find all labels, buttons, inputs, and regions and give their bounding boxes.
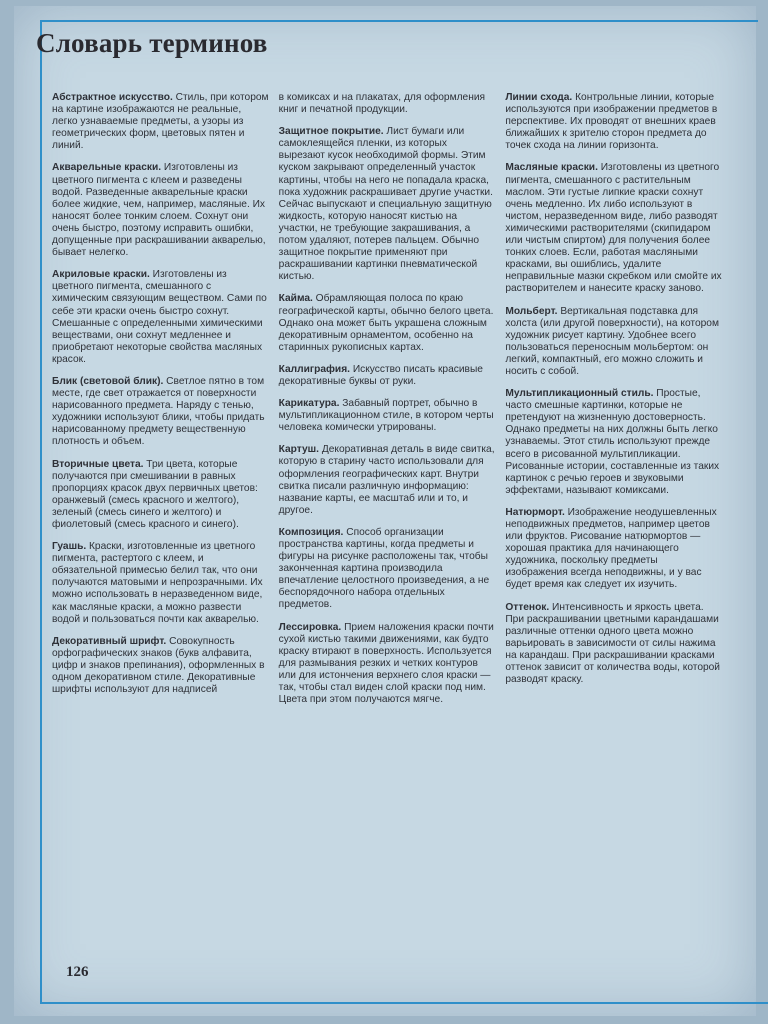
glossary-entry bbox=[279, 527, 496, 612]
glossary-entry bbox=[279, 293, 496, 353]
glossary-definition: Декоративная деталь в виде свитка, которую в старину часто использовали для оформления географических карт. Внутри свитка писали различную информацию: название карты, ее масштаб или и то, и другое. bbox=[278, 444, 495, 516]
glossary-definition: Способ организации пространства картины, когда предметы и фигуры на рисунке расположены так, чтобы законченная картина производила впечатление целостного произведения, а не беспорядочного набора отдельных предметов. bbox=[278, 526, 490, 611]
glossary-entry bbox=[279, 92, 496, 116]
glossary-definition: Забавный портрет, обычно в мультипликационном стиле, в котором черты человека комически утрированы. bbox=[278, 398, 494, 434]
glossary-entry bbox=[279, 444, 496, 517]
glossary-term: Акриловые краски. bbox=[52, 269, 150, 281]
glossary-term: Защитное покрытие. bbox=[278, 126, 384, 138]
glossary-entry bbox=[52, 269, 269, 366]
glossary-term: Кайма. bbox=[278, 293, 313, 305]
glossary-term: Мультипликационный стиль. bbox=[505, 388, 654, 400]
glossary-term: Картуш. bbox=[278, 444, 319, 456]
glossary-term: Оттенок. bbox=[505, 601, 550, 613]
glossary-term: Натюрморт. bbox=[505, 506, 565, 518]
glossary-entry bbox=[52, 92, 269, 152]
glossary-entry bbox=[279, 398, 496, 434]
glossary-entry bbox=[505, 507, 722, 592]
glossary-entry bbox=[279, 126, 496, 283]
glossary-term: Декоративный шрифт. bbox=[52, 635, 167, 647]
glossary-entry bbox=[52, 541, 269, 626]
glossary-term: Лессировка. bbox=[278, 621, 342, 633]
glossary-definition: Изготовлены из цветного пигмента, смешанного с растительным маслом. Эти густые липкие краски сохнут очень медленно. Их либо используют в чистом, неразведенном виде, либо разводят химическими растворителями (скипидаром или чистым спиртом) для получения более тонких слоев. Если, работая масляными красками, вы ошиблись, удалите неправильные мазки скребком или смойте их растворителем и нанесите краску заново. bbox=[505, 162, 722, 295]
glossary-entry bbox=[52, 162, 269, 259]
glossary-entry bbox=[279, 364, 496, 388]
glossary-definition: Стиль, при котором на картине изображаются не реальные, легко узнаваемые предметы, а узоры из геометрических форм, цветовых пятен и линий. bbox=[52, 92, 269, 152]
glossary-definition: Вертикальная подставка для холста (или другой поверхности), на котором художник рисует картину. Удобнее всего пользоваться переносным мольбертом: он легкий, компактный, его можно сложить и носить с собой. bbox=[505, 305, 719, 377]
glossary-definition: в комиксах и на плакатах, для оформления книг и печатной продукции. bbox=[278, 92, 486, 116]
glossary-column-1 bbox=[52, 92, 269, 972]
glossary-entry bbox=[505, 162, 722, 295]
glossary-entry bbox=[52, 636, 269, 696]
glossary-definition: Изображение неодушевленных неподвижных предметов, например цветов или фруктов. Рисование натюрмортов — хорошая практика для начинающего художника, поскольку предметы изображения всегда неподвижны, и у вас будет время как следует их изучить. bbox=[505, 506, 717, 591]
glossary-definition: Прием наложения краски почти сухой кистью такими движениями, как будто краску втирают в поверхность. Используется для размывания резких и четких контуров или для истончения верхнего слоя краски — так, чтобы стал виден слой краски под ним. Цвета при этом получаются мягче. bbox=[278, 621, 494, 706]
glossary-definition: Контрольные линии, которые используются при изображении предметов в перспективе. Их проводят от внешних краев ближайших к зрителю сторон предмета до точек схода на линии горизонта. bbox=[505, 92, 718, 152]
glossary-entry bbox=[505, 602, 722, 687]
glossary-columns bbox=[52, 92, 722, 972]
glossary-definition: Светлое пятно в том месте, где свет отражается от поверхности нарисованного предмета. Наряду с тенью, художники используют блики, чтобы придать нарисованному предмету вещественную плотность и объем. bbox=[52, 375, 265, 448]
glossary-term: Вторичные цвета. bbox=[52, 458, 144, 470]
glossary-definition: Обрамляющая полоса по краю географической карты, обычно белого цвета. Однако она может быть украшена сложным декоративным орнаментом, особенно на старинных рукописных картах. bbox=[278, 293, 494, 353]
glossary-term: Блик (световой блик). bbox=[52, 375, 164, 387]
glossary-term: Гуашь. bbox=[52, 541, 87, 553]
glossary-column-2 bbox=[279, 92, 496, 972]
glossary-definition: Изготовлены из цветного пигмента с клеем и разведены водой. Разведенные акварельные краски более жидкие, чем, например, масляные. Их наносят более тонким слоем. Сохнут они очень быстро, поэтому исправить ошибки, допущенные при раскрашивании акварелью, бывает нелегко. bbox=[52, 162, 266, 259]
glossary-definition: Искусство писать красивые декоративные буквы от руки. bbox=[278, 363, 483, 387]
glossary-entry bbox=[52, 376, 269, 449]
glossary-term: Линии схода. bbox=[505, 92, 573, 103]
glossary-entry bbox=[52, 459, 269, 532]
glossary-term: Карикатура. bbox=[278, 398, 340, 410]
glossary-entry bbox=[505, 388, 722, 497]
glossary-term: Абстрактное искусство. bbox=[52, 92, 173, 103]
glossary-term: Мольберт. bbox=[505, 305, 558, 317]
glossary-entry bbox=[505, 92, 722, 152]
page-title: Словарь терминов bbox=[36, 28, 268, 58]
glossary-definition: Совокупность орфографических знаков (букв алфавита, цифр и знаков препинания), оформленных в одном декоративном стиле. Декоративные шрифты используют для надписей bbox=[52, 635, 265, 696]
glossary-column-3 bbox=[505, 92, 722, 972]
glossary-entry bbox=[505, 306, 722, 379]
glossary-term: Масляные краски. bbox=[505, 162, 598, 174]
glossary-term: Каллиграфия. bbox=[278, 363, 350, 375]
glossary-definition: Простые, часто смешные картинки, которые не претендуют на жизненную достоверность. Однако предметы на них должны быть легко узнаваемы. Этот стиль используют прежде всего в рисованной мультипликации. Рисованные истории, составленные из таких картинок с речью героев и звуковыми эффектами, называют комиксами. bbox=[505, 388, 720, 496]
glossary-definition: Лист бумаги или самоклеящейся пленки, из которых вырезают кусок необходимой формы. Этим куском закрывают определенный участок картины, чтобы на него не попадала краска, пока художник раскрашивает другие участки. Сейчас выпускают и специальную защитную жидкость, которую наносят кистью на участки, не требующие закрашивания, а потом удаляют, потерев пальцем. Обычно защитное покрытие применяют при раскрашивании картинки пневматической кистью. bbox=[278, 126, 493, 283]
glossary-entry bbox=[279, 622, 496, 707]
glossary-definition: Изготовлены из цветного пигмента, смешанного с химическим связующим веществом. Сами по себе эти краски очень быстро сохнут. Смешанные с определенными химическими веществами, они сохнут медленнее и приобретают некоторые свойства масляных красок. bbox=[52, 269, 267, 365]
glossary-term: Композиция. bbox=[278, 526, 344, 538]
glossary-term: Акварельные краски. bbox=[52, 162, 162, 174]
glossary-definition: Три цвета, которые получаются при смешивании в равных пропорциях красок двух первичных цветов: оранжевый (смесь красного и желтого), зеленый (смесь синего и желтого) и фиолетовый (смесь красного и синего). bbox=[52, 458, 258, 530]
page-number: 126 bbox=[66, 964, 89, 980]
glossary-definition: Интенсивность и яркость цвета. При раскрашивании цветными карандашами различные оттенки одного цвета можно варьировать в зависимости от силы нажима на карандаш. При раскрашивании красками оттенок зависит от количества воды, которой разводят краску. bbox=[505, 601, 721, 686]
glossary-definition: Краски, изготовленные из цветного пигмента, растертого с клеем, и обязательной примесью белил так, что они получаются матовыми и непрозрачными. Их можно использовать в неразведенном виде, как масляные краски, а можно развести водой и пользоваться почти как акварелью. bbox=[52, 541, 263, 625]
